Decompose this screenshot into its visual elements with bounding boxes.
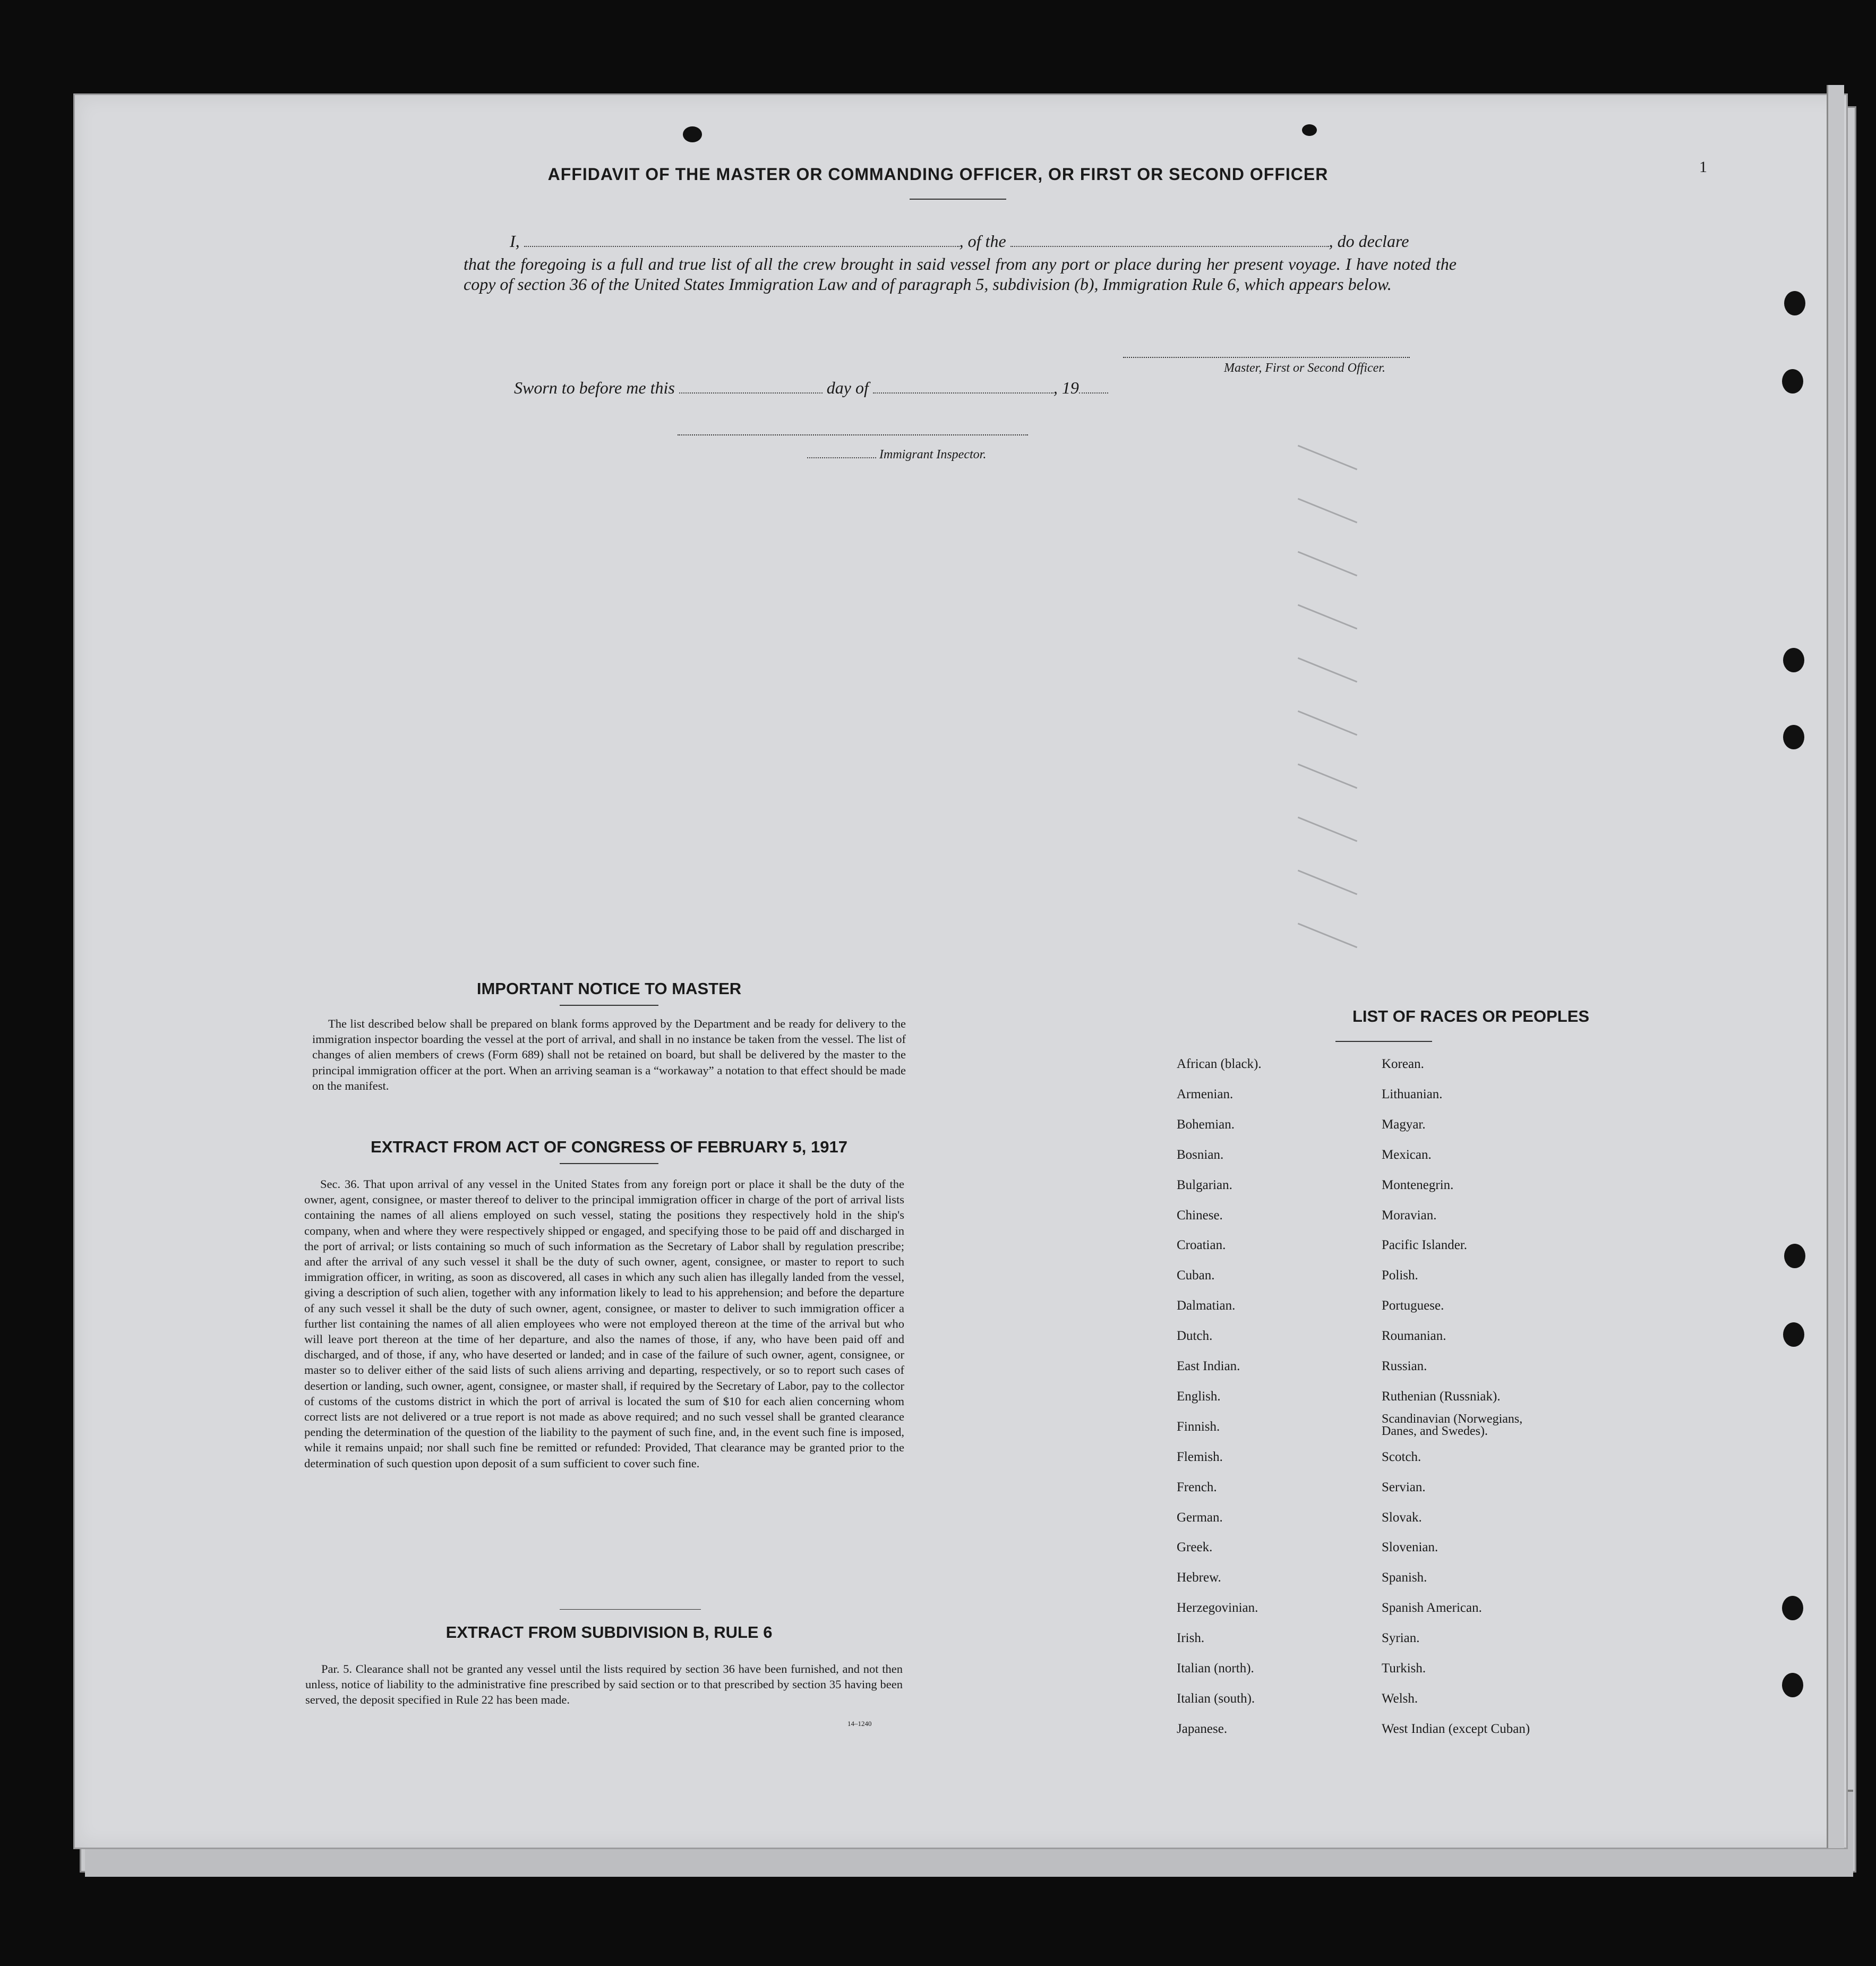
race-item: Slovenian.	[1382, 1540, 1438, 1555]
binder-hole	[1784, 1244, 1805, 1268]
race-item: Turkish.	[1382, 1661, 1426, 1676]
races-title: LIST OF RACES OR PEOPLES	[1352, 1007, 1590, 1025]
master-signature-line	[1123, 357, 1410, 358]
race-item: Dalmatian.	[1177, 1298, 1236, 1313]
race-item: Japanese.	[1177, 1721, 1228, 1736]
inspector-signature-line	[678, 434, 1028, 435]
affidavit-of-the: , of the	[959, 232, 1006, 251]
race-item: Portuguese.	[1382, 1298, 1444, 1313]
form-code: 14–1240	[847, 1720, 872, 1728]
title-rule	[910, 199, 1006, 200]
race-item: Spanish.	[1382, 1570, 1427, 1585]
rule6-paragraph: Par. 5. Clearance shall not be granted any vessel until the lists required by section 36 have been furnished, and not then unless, notice of liability to the administrative fine prescribed by said section or to that prescribed by section 35 having been served, the deposit specified in Rule 22 has been made.	[305, 1662, 903, 1707]
inspector-line	[807, 448, 986, 462]
race-item: African (black).	[1177, 1057, 1262, 1071]
race-item: Dutch.	[1177, 1329, 1213, 1344]
act-end-rule	[560, 1609, 701, 1610]
race-item: French.	[1177, 1480, 1217, 1494]
race-item: Irish.	[1177, 1631, 1205, 1646]
affidavit-declare-line	[510, 232, 1409, 251]
sworn-year-blank	[1079, 382, 1108, 394]
race-item: Cuban.	[1177, 1268, 1215, 1283]
race-item: Polish.	[1382, 1268, 1418, 1283]
binder-hole	[1782, 369, 1803, 394]
race-item: Roumanian.	[1382, 1329, 1446, 1344]
race-item: Montenegrin.	[1382, 1177, 1454, 1192]
race-item: Italian (south).	[1177, 1691, 1255, 1706]
races-rule	[1335, 1041, 1432, 1042]
race-item: Italian (north).	[1177, 1661, 1254, 1676]
binder-hole	[1783, 648, 1804, 672]
race-item: Greek.	[1177, 1540, 1213, 1555]
act-title: EXTRACT FROM ACT OF CONGRESS OF FEBRUARY 5, 1917	[371, 1138, 847, 1156]
right-sheet-edge	[1827, 85, 1844, 1848]
page-mark: 1	[1699, 158, 1707, 176]
affidavit-title: AFFIDAVIT OF THE MASTER OR COMMANDING OFFICER, OR FIRST OR SECOND OFFICER	[547, 165, 1329, 184]
race-item: Scotch.	[1382, 1449, 1421, 1464]
race-item: Servian.	[1382, 1480, 1426, 1494]
race-item: Croatian.	[1177, 1238, 1226, 1253]
document-page	[73, 93, 1848, 1849]
sworn-prefix: Sworn to before me this	[514, 378, 675, 397]
race-item: Herzegovinian.	[1177, 1601, 1258, 1615]
race-item: Welsh.	[1382, 1691, 1418, 1706]
act-text	[304, 1176, 904, 1471]
notice-text	[312, 1016, 906, 1093]
sworn-day-blank	[679, 382, 823, 394]
rule6-title: EXTRACT FROM SUBDIVISION B, RULE 6	[446, 1623, 773, 1642]
notice-title: IMPORTANT NOTICE TO MASTER	[476, 979, 742, 998]
sworn-month-blank	[873, 382, 1053, 394]
race-item: Bosnian.	[1177, 1147, 1224, 1162]
rule6-text	[305, 1661, 903, 1708]
notice-paragraph: The list described below shall be prepared on blank forms approved by the Department and be ready for delivery to the immigration inspector boarding the vessel at the port of arrival, and shall in no instance be taken from the vessel. The list of changes of alien members of crews (Form 689) shall not be retained on board, but shall be delivered by the master to the principal immigration officer at the port. When an arriving seaman is a “workaway” a notation to that effect should be made on the manifest.	[312, 1017, 906, 1092]
race-item: Mexican.	[1382, 1147, 1432, 1162]
affidavit-paragraph: that the foregoing is a full and true list of all the crew brought in said vessel from any port or place during her present voyage. I have noted the copy of section 36 of the United States Immigration Law and of paragraph 5, subdivision (b), Immigration Rule 6, which appears below.	[464, 254, 1457, 294]
vessel-blank	[1010, 235, 1329, 247]
race-item: Slovak.	[1382, 1510, 1422, 1525]
punch-mark	[1302, 124, 1317, 136]
binder-hole	[1783, 725, 1804, 749]
name-blank	[524, 235, 960, 247]
punch-mark	[683, 126, 702, 142]
notice-rule	[560, 1005, 658, 1006]
race-item: Moravian.	[1382, 1208, 1437, 1223]
race-item: Armenian.	[1177, 1087, 1233, 1101]
race-item: Magyar.	[1382, 1117, 1426, 1132]
race-item: West Indian (except Cuban)	[1382, 1721, 1530, 1736]
race-item: Russian.	[1382, 1359, 1427, 1373]
race-item: Ruthenian (Russniak).	[1382, 1389, 1501, 1404]
race-item: Spanish American.	[1382, 1601, 1482, 1615]
race-item: Bohemian.	[1177, 1117, 1235, 1132]
binder-hole	[1783, 1322, 1804, 1347]
race-item: Bulgarian.	[1177, 1177, 1232, 1192]
binder-hole	[1782, 1596, 1803, 1620]
sworn-line	[514, 378, 1108, 398]
race-item: Korean.	[1382, 1057, 1424, 1071]
race-item: Hebrew.	[1177, 1570, 1221, 1585]
master-signature-label: Master, First or Second Officer.	[1224, 361, 1385, 375]
sworn-day-of: day of	[826, 378, 869, 397]
affidavit-i: I,	[510, 232, 520, 251]
race-item: Lithuanian.	[1382, 1087, 1443, 1101]
act-rule	[560, 1163, 658, 1164]
race-item: English.	[1177, 1389, 1221, 1404]
race-item: German.	[1177, 1510, 1223, 1525]
race-item: Flemish.	[1177, 1449, 1223, 1464]
race-item: Finnish.	[1177, 1419, 1220, 1434]
binder-hole	[1784, 291, 1805, 315]
race-item: Syrian.	[1382, 1631, 1420, 1646]
race-item: Pacific Islander.	[1382, 1238, 1468, 1253]
binder-hole	[1782, 1673, 1803, 1697]
race-item: Chinese.	[1177, 1208, 1223, 1223]
race-item: Scandinavian (Norwegians, Danes, and Swedes).	[1382, 1412, 1523, 1438]
affidavit-do-declare: , do declare	[1329, 232, 1409, 251]
inspector-label: Immigrant Inspector.	[879, 448, 987, 461]
race-item: East Indian.	[1177, 1359, 1240, 1373]
act-paragraph: Sec. 36. That upon arrival of any vessel in the United States from any foreign port or place it shall be the duty of the owner, agent, consignee, or master thereof to deliver to the principal immigration officer in charge of the port of arrival lists containing the names of all aliens employed on such vessel, stating the positions they respectively hold in the ship's company, when and where they were respectively shipped or engaged, and specifying those to be paid off and discharged in the port of arrival; or lists containing so much of such information as the Secretary of Labor shall by regulation prescribe; and after the arrival of any such vessel it shall be the duty of such owner, agent, consignee, or master to report to such immigration officer, in writing, as soon as discovered, all cases in which any such alien has illegally landed from the vessel, giving a description of such alien, together with any information likely to lead to his apprehension; and before the departure of any such vessel it shall be the duty of such owner, agent, consignee, or master to deliver to such immigration officer a further list containing the names of all alien employees who were not employed thereon at the time of the arrival but who will leave port thereon at the time of her departure, and also the names of those, if any, who have been paid off and discharged, and of those, if any, who have deserted or landed; and in case of the failure of such owner, agent, consignee, or master so to deliver either of the said lists of such aliens arriving and departing, respectively, or so to report such cases of desertion or landing, such owner, agent, consignee, or master shall, if required by the Secretary of Labor, pay to the collector of customs of the customs district in which the port of arrival is located the sum of $10 for each alien concerning whom correct lists are not delivered or a true report is not made as above required; and no such vessel shall be granted clearance pending the determination of the question of the liability to the payment of such fine, and, in the event such fine is imposed, while it remains unpaid; nor shall such fine be remitted or refunded: Provided, That clearance may be granted prior to the determination of such question upon deposit of a sum sufficient to cover such fine.	[304, 1177, 904, 1470]
sworn-year: , 19	[1053, 378, 1079, 397]
